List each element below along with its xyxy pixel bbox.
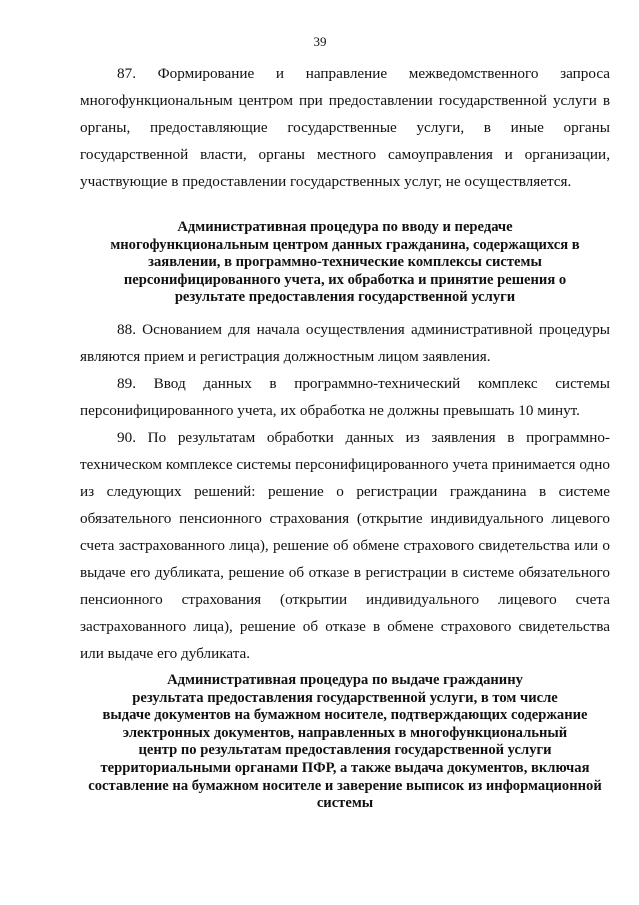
heading-line: центр по результатам предоставления государственной услуги [138, 742, 552, 759]
heading-line: электронных документов, направленных в многофункциональный [122, 724, 568, 741]
heading-line: составление на бумажном носителе и заверение выписок из информационной [88, 777, 602, 794]
heading-line: выдаче документов на бумажном носителе, подтверждающих содержание [102, 707, 588, 724]
paragraphs-88-90-block [80, 316, 610, 667]
section-heading-issuance [70, 672, 620, 813]
heading-line: многофункциональным центром данных гражданина, содержащихся в [110, 236, 580, 253]
heading-line: системы [316, 795, 374, 812]
heading-line: результате предоставления государственной услуги [174, 289, 516, 306]
page-number: 39 [313, 34, 327, 49]
heading-line: результата предоставления государственной услуги, в том числе [132, 689, 558, 706]
paragraph-87-block [80, 60, 610, 195]
heading-line: заявлении, в программно-технические комплексы системы [148, 254, 542, 271]
heading-line: Административная процедура по вводу и передаче [177, 219, 513, 235]
paragraph-90: 90. По результатам обработки данных из заявления в программно-техническом комплексе системы персонифицированного учета принимается одно из следующих решений: решение о регистрации гражданина в системе обязательного пенсионного страхования (открытие индивидуального лицевого счета застрахованного лица), решение об обмене страхового свидетельства или о выдаче его дубликата, решение об отказе в регистрации в системе обязательного пенсионного страхования (открытии индивидуального лицевого счета застрахованного лица), решение об отказе в обмене страхового свидетельства или выдаче его дубликата. [80, 429, 610, 662]
heading-line: персонифицированного учета, их обработка и принятие решения о [123, 271, 567, 288]
paragraph-89: 89. Ввод данных в программно-технический комплекс системы персонифицированного учета, их обработка не должны превышать 10 минут. [80, 375, 610, 419]
heading-line: территориальными органами ПФР, а также выдача документов, включая [100, 759, 590, 776]
heading-line: Административная процедура по выдаче гражданину [167, 672, 523, 688]
section-heading-data-entry [70, 219, 620, 307]
paragraph-88: 88. Основанием для начала осуществления административной процедуры являются прием и регистрация должностным лицом заявления. [80, 321, 610, 365]
paragraph-87: 87. Формирование и направление межведомственного запроса многофункциональным центром при предоставлении государственной услуги в органы, предоставляющие государственные услуги, в иные органы государственной власти, органы местного самоуправления и организации, участвующие в предоставлении государственных услуг, не осуществляется. [80, 65, 610, 190]
